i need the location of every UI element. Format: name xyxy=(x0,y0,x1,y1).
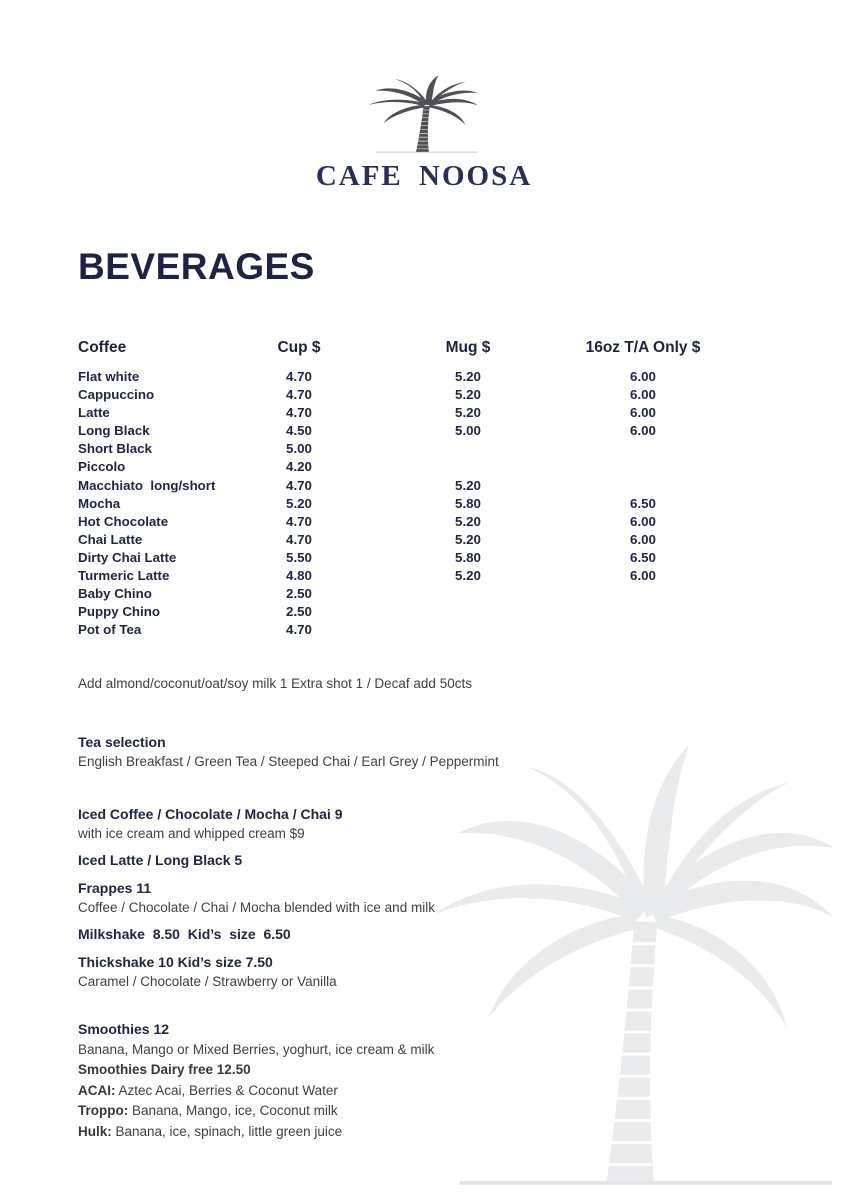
coffee-item-name: Latte xyxy=(78,405,110,421)
col-header-coffee: Coffee xyxy=(78,339,127,356)
mug-price: 5.20 xyxy=(455,369,481,384)
coffee-item-name: Chai Latte xyxy=(78,531,143,547)
iced-combo-section xyxy=(78,806,828,842)
table-row xyxy=(78,477,720,495)
mug-price: 5.20 xyxy=(455,531,481,547)
table-row xyxy=(78,531,720,549)
takeaway-price: 6.00 xyxy=(630,423,656,439)
palm-tree-logo-icon xyxy=(365,57,483,154)
coffee-table-header xyxy=(78,338,720,357)
cup-price: 4.70 xyxy=(286,622,312,638)
cup-price: 5.00 xyxy=(286,441,312,457)
smoothie-item-troppo xyxy=(78,1102,828,1121)
takeaway-price: 6.50 xyxy=(630,495,656,511)
table-row xyxy=(78,567,720,585)
takeaway-price xyxy=(578,477,708,495)
smoothie-item-acai xyxy=(78,1082,828,1101)
takeaway-price: 6.00 xyxy=(630,513,656,529)
cup-price: 5.50 xyxy=(286,549,312,565)
table-row xyxy=(78,549,720,567)
cup-price: 5.20 xyxy=(286,495,312,511)
table-row xyxy=(78,585,720,603)
iced-combo-desc: with ice cream and whipped cream $9 xyxy=(78,826,305,842)
smoothie-item-desc: Banana, Mango, ice, Coconut milk xyxy=(132,1103,338,1119)
cup-price: 4.70 xyxy=(286,369,312,384)
thickshake-title: Thickshake 10 Kid’s size 7.50 xyxy=(78,954,273,971)
takeaway-price xyxy=(578,440,708,458)
iced-combo-title: Iced Coffee / Chocolate / Mocha / Chai 9 xyxy=(78,806,343,823)
coffee-item-name: Piccolo xyxy=(78,459,126,475)
table-row xyxy=(78,422,720,440)
page-title: BEVERAGES xyxy=(78,246,315,287)
coffee-item-name: Cappuccino xyxy=(78,387,155,403)
mug-price: 5.20 xyxy=(455,568,481,584)
mug-price xyxy=(358,621,578,639)
smoothie-item-label: Troppo: xyxy=(78,1103,129,1119)
menu-content xyxy=(78,246,848,1141)
takeaway-price xyxy=(578,603,708,621)
tea-options: English Breakfast / Green Tea / Steeped Chai / Earl Grey / Peppermint xyxy=(78,754,499,770)
smoothie-item-label: ACAI: xyxy=(78,1082,116,1098)
mug-price: 5.00 xyxy=(455,423,481,439)
cup-price: 4.80 xyxy=(286,568,312,584)
smoothie-item-hulk xyxy=(78,1123,828,1142)
cup-price: 4.70 xyxy=(286,477,312,493)
table-row xyxy=(78,386,720,404)
col-header-mug: Mug $ xyxy=(445,339,491,356)
coffee-item-name: Flat white xyxy=(78,369,140,384)
coffee-price-table xyxy=(78,338,720,639)
table-row xyxy=(78,458,720,476)
coffee-item-name: Macchiato long/short xyxy=(78,477,216,493)
table-row xyxy=(78,368,720,386)
mug-price xyxy=(358,458,578,476)
coffee-item-name: Long Black xyxy=(78,423,150,439)
thickshake-desc: Caramel / Chocolate / Strawberry or Vanilla xyxy=(78,974,337,990)
milkshake-section xyxy=(78,926,828,943)
table-row xyxy=(78,440,720,458)
tea-section xyxy=(78,734,828,770)
takeaway-price: 6.00 xyxy=(630,405,656,421)
coffee-item-name: Puppy Chino xyxy=(78,604,160,620)
smoothie-item-desc: Banana, ice, spinach, little green juice xyxy=(115,1123,343,1139)
coffee-table-body xyxy=(78,368,720,639)
smoothie-item-desc: Aztec Acai, Berries & Coconut Water xyxy=(118,1082,338,1098)
takeaway-price: 6.00 xyxy=(630,568,656,584)
mug-price: 5.20 xyxy=(455,387,481,403)
coffee-item-name: Pot of Tea xyxy=(78,622,142,638)
cup-price: 2.50 xyxy=(286,604,312,620)
cup-price: 2.50 xyxy=(286,586,312,602)
coffee-item-name: Baby Chino xyxy=(78,586,152,602)
cup-price: 4.70 xyxy=(286,531,312,547)
mug-price: 5.20 xyxy=(455,513,481,529)
table-row xyxy=(78,495,720,513)
mug-price: 5.20 xyxy=(455,405,481,421)
frappes-title: Frappes 11 xyxy=(78,880,152,897)
iced-latte-section xyxy=(78,852,828,869)
takeaway-price: 6.50 xyxy=(630,549,656,565)
takeaway-price: 6.00 xyxy=(630,531,656,547)
cup-price: 4.50 xyxy=(286,423,312,439)
mug-price: 5.80 xyxy=(455,495,481,511)
coffee-item-name: Hot Chocolate xyxy=(78,513,169,529)
smoothie-item-label: Hulk: xyxy=(78,1123,112,1139)
takeaway-price: 6.00 xyxy=(630,387,656,403)
iced-latte-title: Iced Latte / Long Black 5 xyxy=(78,852,243,869)
coffee-item-name: Mocha xyxy=(78,495,121,511)
mug-price xyxy=(358,585,578,603)
mug-price xyxy=(358,603,578,621)
cup-price: 4.70 xyxy=(286,513,312,529)
cup-price: 4.20 xyxy=(286,459,312,475)
table-row xyxy=(78,621,720,639)
brand-name: CAFE NOOSA xyxy=(315,160,533,192)
mug-price: 5.80 xyxy=(455,549,481,565)
smoothies-dairyfree-title: Smoothies Dairy free 12.50 xyxy=(78,1062,251,1078)
takeaway-price: 6.00 xyxy=(630,369,656,384)
smoothies-desc: Banana, Mango or Mixed Berries, yoghurt, ice cream & milk xyxy=(78,1041,435,1057)
takeaway-price xyxy=(578,585,708,603)
smoothies-section xyxy=(78,1020,828,1141)
milk-addons-note: Add almond/coconut/oat/soy milk 1 Extra shot 1 / Decaf add 50cts xyxy=(78,676,472,692)
takeaway-price xyxy=(578,458,708,476)
takeaway-price xyxy=(578,621,708,639)
mug-price xyxy=(358,440,578,458)
tea-title: Tea selection xyxy=(78,734,166,751)
cup-price: 4.70 xyxy=(286,405,312,421)
smoothies-title: Smoothies 12 xyxy=(78,1021,170,1038)
coffee-item-name: Turmeric Latte xyxy=(78,568,170,584)
mug-price: 5.20 xyxy=(455,477,481,493)
coffee-item-name: Short Black xyxy=(78,441,152,457)
coffee-item-name: Dirty Chai Latte xyxy=(78,549,177,565)
frappes-section xyxy=(78,880,828,916)
thickshake-section xyxy=(78,954,828,990)
table-row xyxy=(78,404,720,422)
cup-price: 4.70 xyxy=(286,387,312,403)
table-row xyxy=(78,513,720,531)
milkshake-title: Milkshake 8.50 Kid’s size 6.50 xyxy=(78,926,291,943)
col-header-cup: Cup $ xyxy=(277,339,321,356)
logo-header xyxy=(0,0,848,193)
table-row xyxy=(78,603,720,621)
col-header-takeaway: 16oz T/A Only $ xyxy=(585,339,701,356)
frappes-desc: Coffee / Chocolate / Chai / Mocha blended with ice and milk xyxy=(78,900,435,916)
